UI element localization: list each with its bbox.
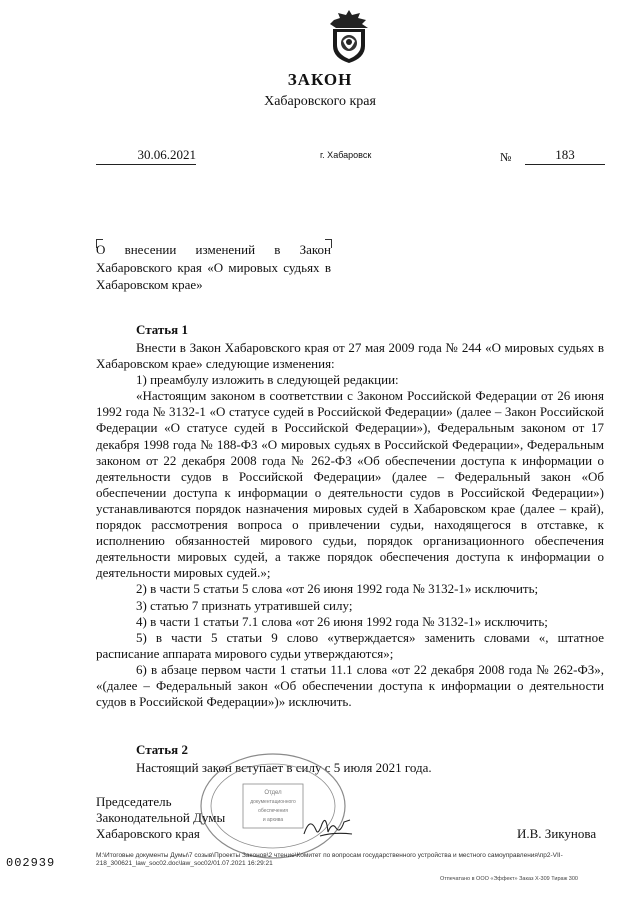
article-1-paragraph: 2) в части 5 статьи 5 слова «от 26 июня 1992 года № 3132-1» исключить; <box>136 581 539 597</box>
article-1-paragraph: Внести в Закон Хабаровского края от 27 мая 2009 года № 244 «О мировых судьях в Хабаровском крае» следующие изменения: <box>96 340 604 372</box>
article-2-body <box>96 760 604 776</box>
document-number: 183 <box>525 147 605 165</box>
article-2-title: Статья 2 <box>136 742 188 757</box>
stamp-text: документационного <box>250 799 296 805</box>
stamp-text: обеспечения <box>258 808 288 814</box>
document-subject: О внесении изменений в Закон Хабаровского края «О мировых судьях в Хабаровском крае» <box>96 242 331 292</box>
stamp-text: Отдел <box>264 790 282 796</box>
registration-number: 002939 <box>6 856 56 870</box>
document-kind-heading: ЗАКОН <box>287 70 353 89</box>
article-1-paragraph: «Настоящим законом в соответствии с Законом Российской Федерации от 26 июня 1992 года № 3132-1 «О статусе судей в Российской Федерации» (далее – Закон Российской Федерации «О статусе судей в Российской Федерации»), Федеральным законом от 17 декабря 1998 года № 188-ФЗ «О мировых судьях в Российской Федерации», Федеральным законом от 22 декабря 2008 года № 262-ФЗ «Об обеспечении доступа к информации о деятельности судов в Российской Федерации» (далее – Федеральный закон «Об обеспечении доступа к информации о деятельности судов в Российской Федерации») устанавливаются порядок назначения мировых судей в Хабаровском крае (далее – край), порядок рассмотрения вопроса о привлечении судьи, находящегося в отставке, к исполнению обязанностей мирового судьи, порядок организационного обеспечения деятельности мировых судей, а также порядок обеспечения доступа к информации о деятельности мировых судей.»; <box>96 388 604 581</box>
article-2-paragraph: Настоящий закон вступает в силу с 5 июля 2021 года. <box>136 760 432 775</box>
stamp-text: и архива <box>262 817 284 823</box>
signatory-position-line: Хабаровского края <box>96 826 200 841</box>
document-city: г. Хабаровск <box>320 150 372 160</box>
document-region-subheading: Хабаровского края <box>264 94 376 109</box>
article-1-paragraph: 3) статью 7 признать утратившей силу; <box>136 597 353 613</box>
number-sign: № <box>500 150 512 164</box>
document-date: 30.06.2021 <box>96 147 196 165</box>
handwritten-signature <box>300 812 356 840</box>
signatory-position <box>96 794 225 842</box>
coat-of-arms-emblem-icon <box>326 8 372 64</box>
article-1-paragraph: 1) преамбулу изложить в следующей редакции: <box>136 372 399 388</box>
footer-file-path: M:\Итоговые документы Думы\7 созыв\Проекты Законов\2 чтение\Комитет по вопросам государственного устройства и местного самоуправления\пр2-VII-218_300621_law_soc02.doc\law_soc02/01.07.2021 16:29:21 <box>96 852 563 867</box>
article-1-title: Статья 1 <box>136 322 188 337</box>
article-1-body <box>96 340 604 710</box>
signatory-position-line: Председатель <box>96 794 172 809</box>
article-1-paragraph: 4) в части 1 статьи 7.1 слова «от 26 июня 1992 года № 3132-1» исключить; <box>136 613 548 629</box>
article-1-paragraph: 6) в абзаце первом части 1 статьи 11.1 слова «от 22 декабря 2008 года № 262-ФЗ», «(далее – Федеральный закон «Об обеспечении доступа к информации о деятельности судов в Российской Федерации»)» исключить. <box>96 661 604 710</box>
article-1-paragraph: 5) в части 5 статьи 9 слово «утверждается» заменить словами «, штатное расписание аппарата мирового судьи утверждаются»; <box>96 629 604 661</box>
printer-note: Отпечатано в ООО «Эффект» Заказ Х-309 Тираж 300 <box>440 876 578 882</box>
signatory-name: И.В. Зикунова <box>517 826 597 841</box>
signatory-position-line: Законодательной Думы <box>96 810 226 825</box>
